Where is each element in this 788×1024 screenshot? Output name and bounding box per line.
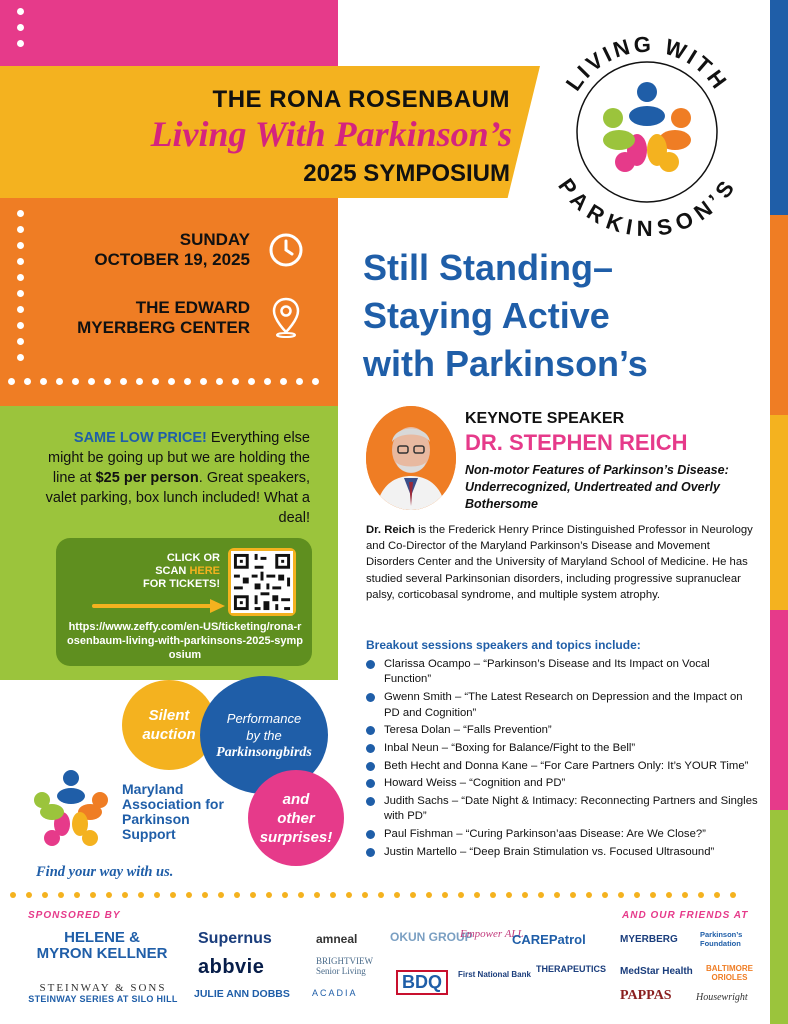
bullet-icon	[366, 848, 375, 857]
maps-people-icon	[28, 766, 114, 852]
bullet-icon	[366, 797, 375, 806]
perf-line-2: by the	[246, 727, 282, 743]
bio-text: is the Frederick Henry Prince Distinguished Professor in Neurology and Co-Director of the Maryland Parkinson’s Disease and Movement Disorders Center and the University of Maryland School of Medicine. He has studied several Parkinsonian disorders, including progressive supranuclear palsy, corticobasal syndrome, and multiple system atrophy.	[366, 524, 753, 601]
living-with-parkinsons-logo	[537, 22, 757, 242]
friends-label: AND OUR FRIENDS AT	[622, 910, 749, 921]
kellner-line-1: HELENE &	[64, 929, 140, 946]
list-item	[366, 759, 758, 774]
ticket-url-link[interactable]: https://www.zeffy.com/en-US/ticketing/rona-rosenbaum-living-with-parkinsons-2025-symposium	[67, 621, 303, 661]
list-item	[366, 794, 758, 825]
keynote-speaker-name: DR. STEPHEN REICH	[465, 430, 688, 455]
sponsor-kellner	[28, 930, 176, 962]
friend-medstar: MedStar Health	[620, 966, 693, 977]
pf-line-2: Foundation	[700, 939, 741, 948]
list-item	[366, 723, 758, 738]
strip-blue	[770, 0, 788, 215]
price-amount: $25 per person	[95, 470, 199, 486]
session-text: Howard Weiss – “Cognition and PD”	[384, 777, 566, 790]
price-description	[40, 428, 310, 528]
kellner-line-2: MYRON KELLNER	[36, 945, 168, 962]
steinway-line-1: STEINWAY & SONS	[39, 982, 167, 994]
price-text-2: . Great speakers, valet parking, box lunch included! What a deal!	[45, 470, 310, 526]
brightview-line-2: Senior Living	[316, 966, 366, 976]
silent-line-1: Silent	[148, 707, 190, 724]
session-text: Gwenn Smith – “The Latest Research on Depression and the Impact on PD and Cognition”	[384, 691, 743, 719]
other-line-2: other	[277, 809, 315, 827]
strip-pink	[770, 610, 788, 810]
maps-line-2: Association for	[122, 796, 224, 812]
list-item	[366, 845, 758, 860]
sponsor-supernus: Supernus	[198, 930, 272, 947]
keynote-topic: Non-motor Features of Parkinson’s Disease: Underrecognized, Undertreated and Overly Bothersome	[465, 463, 729, 511]
sponsor-merz: THERAPEUTICS	[536, 964, 607, 974]
symposium-theme-title	[363, 244, 763, 388]
bullet-icon	[366, 762, 375, 771]
perf-line-3: Parkinsongbirds	[216, 744, 312, 760]
bio-name: Dr. Reich	[366, 524, 415, 536]
dot-column-top	[17, 8, 24, 47]
orioles-line-2: ORIOLES	[711, 973, 748, 982]
speaker-photo	[366, 406, 456, 510]
other-line-3: surprises!	[259, 828, 333, 846]
ticket-qr-code[interactable]	[228, 548, 296, 616]
sponsor-carepatrol: CAREPatrol	[512, 932, 586, 947]
list-item	[366, 741, 758, 756]
strip-orange	[770, 215, 788, 415]
header-line-1: THE RONA ROSENBAUM	[212, 86, 510, 113]
venue-line-2: MYERBERG CENTER	[77, 318, 250, 337]
maps-tagline: Find your way with us.	[36, 864, 174, 880]
sponsor-steinway	[28, 964, 178, 1004]
event-date-value: OCTOBER 19, 2025	[94, 250, 250, 269]
sponsored-by-label: SPONSORED BY	[28, 910, 121, 921]
title-line-3: with Parkinson’s	[363, 343, 648, 384]
footer-dot-divider	[10, 892, 762, 898]
qr-code-icon	[231, 551, 293, 613]
dot-column-middle	[17, 210, 24, 361]
friend-orioles	[706, 964, 753, 982]
logo-top-text: LIVING WITH	[560, 31, 734, 96]
bullet-icon	[366, 744, 375, 753]
price-text-1: Everything else might be going up but we are holding the line at	[48, 430, 310, 486]
maps-line-1: Maryland	[122, 781, 184, 797]
session-text: Inbal Neun – “Boxing for Balance/Fight to the Bell”	[384, 741, 636, 754]
sponsor-brightview	[316, 956, 373, 976]
speaker-bio	[366, 522, 758, 603]
cta-here-link[interactable]: HERE	[189, 565, 220, 577]
other-line-1: and	[282, 790, 310, 808]
pink-header-block	[0, 0, 338, 70]
sponsor-first-national-bank: First National Bank	[458, 970, 531, 979]
silent-line-2: auction	[142, 726, 196, 743]
session-text: Clarissa Ocampo – “Parkinson’s Disease and Its Impact on Vocal Function”	[384, 658, 710, 686]
friend-pappas: PAPPAS	[620, 988, 672, 1003]
header-line-3: 2025 SYMPOSIUM	[303, 160, 510, 187]
bullet-icon	[366, 693, 375, 702]
ticket-cta[interactable]	[120, 552, 220, 591]
sponsor-amneal: amneal	[316, 932, 358, 946]
price-highlight: SAME LOW PRICE!	[73, 430, 207, 446]
bullet-icon	[366, 660, 375, 669]
session-text: Paul Fishman – “Curing Parkinson’aas Disease: Are We Close?”	[384, 828, 706, 841]
brightview-line-1: BRIGHTVIEW	[316, 956, 373, 966]
location-pin-icon	[271, 296, 301, 338]
sponsor-empower: Empower ALL	[460, 928, 524, 940]
list-item	[366, 657, 758, 688]
strip-yellow	[770, 415, 788, 610]
event-date	[30, 230, 250, 270]
list-item	[366, 690, 758, 721]
breakout-session-list	[366, 657, 758, 863]
dot-row-divider	[8, 378, 334, 385]
strip-green	[770, 810, 788, 1024]
clock-icon	[268, 232, 304, 268]
maps-organization-name	[122, 782, 262, 842]
list-item	[366, 827, 758, 842]
logo-bottom-text: PARKINSON’S	[553, 173, 741, 242]
orioles-line-1: BALTIMORE	[706, 964, 753, 973]
cta-scan: SCAN	[155, 565, 190, 577]
maps-line-4: Support	[122, 826, 176, 842]
steinway-line-2: STEINWAY SERIES AT SILO HILL	[28, 994, 178, 1004]
friend-housewright: Housewright	[696, 992, 748, 1003]
title-line-2: Staying Active	[363, 295, 610, 336]
cta-line-3: FOR TICKETS!	[143, 578, 220, 590]
event-venue	[30, 298, 250, 338]
bullet-icon	[366, 830, 375, 839]
header-script-title: Living With Parkinson’s	[150, 114, 512, 154]
perf-line-1: Performance	[226, 710, 302, 726]
session-text: Teresa Dolan – “Falls Prevention”	[384, 724, 552, 737]
friend-myerberg: MYERBERG	[620, 934, 678, 945]
venue-line-1: THE EDWARD	[135, 298, 250, 317]
cta-line-1: CLICK OR	[166, 552, 220, 564]
arrow-right-icon	[92, 598, 227, 614]
sponsor-dobbs: JULIE ANN DOBBS	[194, 988, 290, 1000]
list-item	[366, 776, 758, 791]
friend-parkinsons-foundation	[700, 930, 742, 948]
sponsor-okun: OKUN GROUP	[390, 930, 473, 944]
bullet-icon	[366, 726, 375, 735]
other-surprises-bubble	[248, 770, 344, 866]
pf-line-1: Parkinson’s	[700, 930, 743, 939]
breakout-heading: Breakout sessions speakers and topics include:	[366, 638, 641, 652]
title-line-1: Still Standing–	[363, 247, 614, 288]
session-text: Beth Hecht and Donna Kane – “For Care Partners Only: It’s YOUR Time”	[384, 759, 749, 772]
event-day: SUNDAY	[179, 230, 250, 249]
sponsor-bdq: BDQ	[396, 970, 448, 995]
sponsor-acadia: ACADIA	[312, 988, 358, 998]
session-text: Justin Martello – “Deep Brain Stimulation vs. Focused Ultrasound”	[384, 845, 715, 858]
bullet-icon	[366, 779, 375, 788]
sponsor-abbvie: abbvie	[198, 956, 265, 978]
maps-line-3: Parkinson	[122, 811, 190, 827]
session-text: Judith Sachs – “Date Night & Intimacy: Reconnecting Partners and Singles with PD”	[384, 795, 758, 823]
keynote-label: KEYNOTE SPEAKER	[465, 410, 625, 427]
